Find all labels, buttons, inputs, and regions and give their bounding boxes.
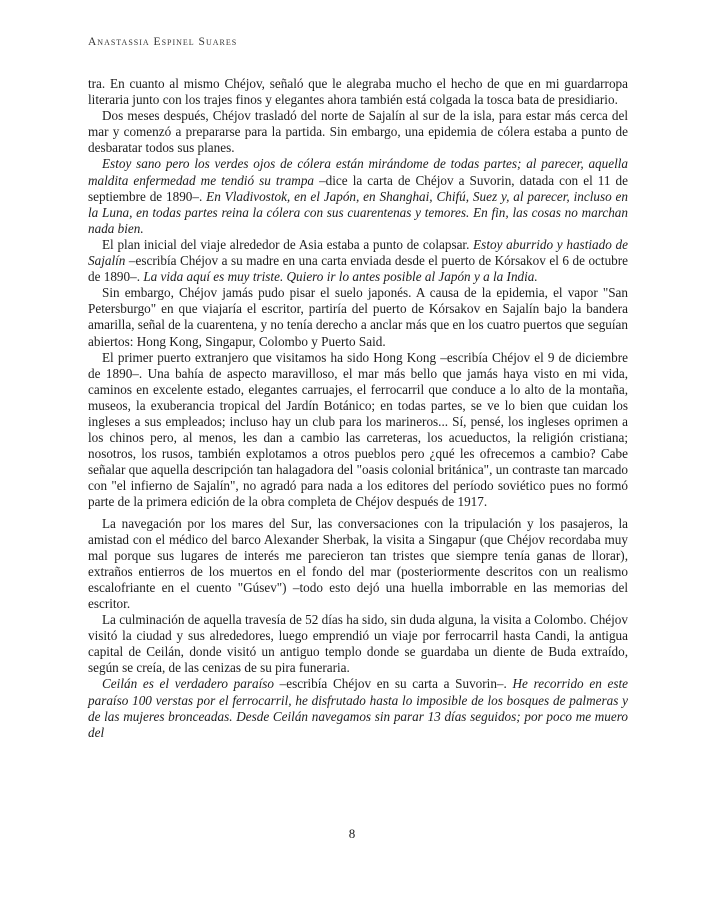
text-run: –dice la carta de Chéjov a Suvorin, datada con el 11 de septiembre de 1890–. (88, 172, 628, 204)
italic-quote: He recorrido en este paraíso 100 verstas por el ferrocarril, he disfrutado hasta lo imposible de los bosques de palmeras y de las mujeres bronceadas. Desde Ceilán navegamos sin parar 13 días seguidos; por poco me muero del (88, 676, 628, 740)
text-run: La navegación por los mares del Sur, las conversaciones con la tripulación y los pasajeros, la amistad con el médico del barco Alexander Sherbak, la visita a Singapur (que Chéjov recordaba muy mal porque sus lugares de interés me parecieron tan tristes que siempre tenía ganas de llorar), extraños entierros de los muertos en el fondo del mar (posteriormente descritos con un realismo escalofriante en el cuento "Gúsev") –todo esto dejó una huella imborrable en las memorias del escritor. (88, 515, 628, 611)
text-run: tra. En cuanto al mismo Chéjov, señaló que le alegraba mucho el hecho de que en mi guardarropa literaria junto con los trajes finos y elegantes ahora también está colgada la tosca bata de presidiario. (88, 76, 628, 108)
running-head: Anastassia Espinel Suares (88, 36, 238, 48)
body-text (88, 76, 628, 741)
text-run: El primer puerto extranjero que visitamos ha sido Hong Kong –escribía Chéjov el 9 de diciembre de 1890–. Una bahía de aspecto maravilloso, el mar más bello que jamás haya visto en mi vida, caminos en excelente estado, elegantes carruajes, el ferrocarril que conduce a lo alto de la montaña, museos, la exuberancia tropical del Jardín Botánico; en todas partes, se ve lo bien que cuidan los ingleses a sus empleados; incluso hay un club para los marineros... Sí, pensé, los ingleses oprimen a los chinos pero, al menos, les dan a cambio las carreteras, los acueductos, la religión cristiana; nosotros, los rusos, también explotamos a otros pueblos pero ¿qué les ofrecemos a cambio? Cabe señalar que aquella descripción tan halagadora del "oasis colonial británica", un contraste tan marcado con "el infierno de Sajalín", no agradó para nada a los editores del período soviético pues no formó parte de la primera edición de la obra completa de Chéjov después de 1917. (88, 349, 628, 510)
paragraph (88, 516, 628, 613)
paragraph (88, 156, 628, 236)
italic-quote: La vida aquí es muy triste. Quiero ir lo antes posible al Japón y a la India. (143, 269, 538, 285)
paragraph (88, 76, 628, 108)
text-run: La culminación de aquella travesía de 52 días ha sido, sin duda alguna, la visita a Colombo. Chéjov visitó la ciudad y sus alrededores, luego emprendió un viaje por ferrocarril hasta Candi, la antigua capital de Ceilán, donde visitó un antiguo templo donde se guardaba un diente de Buda extraído, según se creía, de las cenizas de su pira funeraria. (88, 612, 628, 676)
italic-quote: En Vladivostok, en el Japón, en Shanghai, Chifú, Suez y, al parecer, incluso en la Luna, en todas partes reina la cólera con sus cuarentenas y temores. En fin, las cosas no marchan nada bien. (88, 188, 628, 236)
text-run: Dos meses después, Chéjov trasladó del norte de Sajalín al sur de la isla, para estar más cerca del mar y comenzó a prepararse para la partida. Sin embargo, una epidemia de cólera estaba a punto de desbaratar todos sus planes. (88, 108, 628, 156)
paragraph (88, 237, 628, 285)
paragraph (88, 350, 628, 511)
text-run: –escribía Chéjov en su carta a Suvorin–. (273, 676, 513, 692)
text-run: El plan inicial del viaje alrededor de Asia estaba a punto de colapsar. (102, 236, 474, 252)
paragraph (88, 285, 628, 349)
text-run: –escribía Chéjov a su madre en una carta enviada desde el puerto de Kórsakov el 6 de octubre de 1890–. (88, 253, 628, 285)
text-run: Sin embargo, Chéjov jamás pudo pisar el suelo japonés. A causa de la epidemia, el vapor "San Petersburgo" en que viajaría el escritor, partiría del puerto de Kórsakov en Sajalín bajo la bandera amarilla, señal de la cuarentena, y no tenía derecho a anclar más que en los cuatro puertos que seguían abiertos: Hong Kong, Singapur, Colombo y Puerto Said. (88, 285, 628, 349)
paragraph (88, 676, 628, 740)
paragraph (88, 612, 628, 676)
paragraph (88, 108, 628, 156)
italic-quote: Ceilán es el verdadero paraíso (102, 676, 274, 692)
italic-quote: Estoy aburrido y hastiado de Sajalín (88, 236, 628, 269)
italic-quote: Estoy sano pero los verdes ojos de cólera están mirándome de todas partes; al parecer, aquella maldita enfermedad me tendió su trampa (88, 156, 628, 188)
page-number: 8 (348, 826, 356, 841)
